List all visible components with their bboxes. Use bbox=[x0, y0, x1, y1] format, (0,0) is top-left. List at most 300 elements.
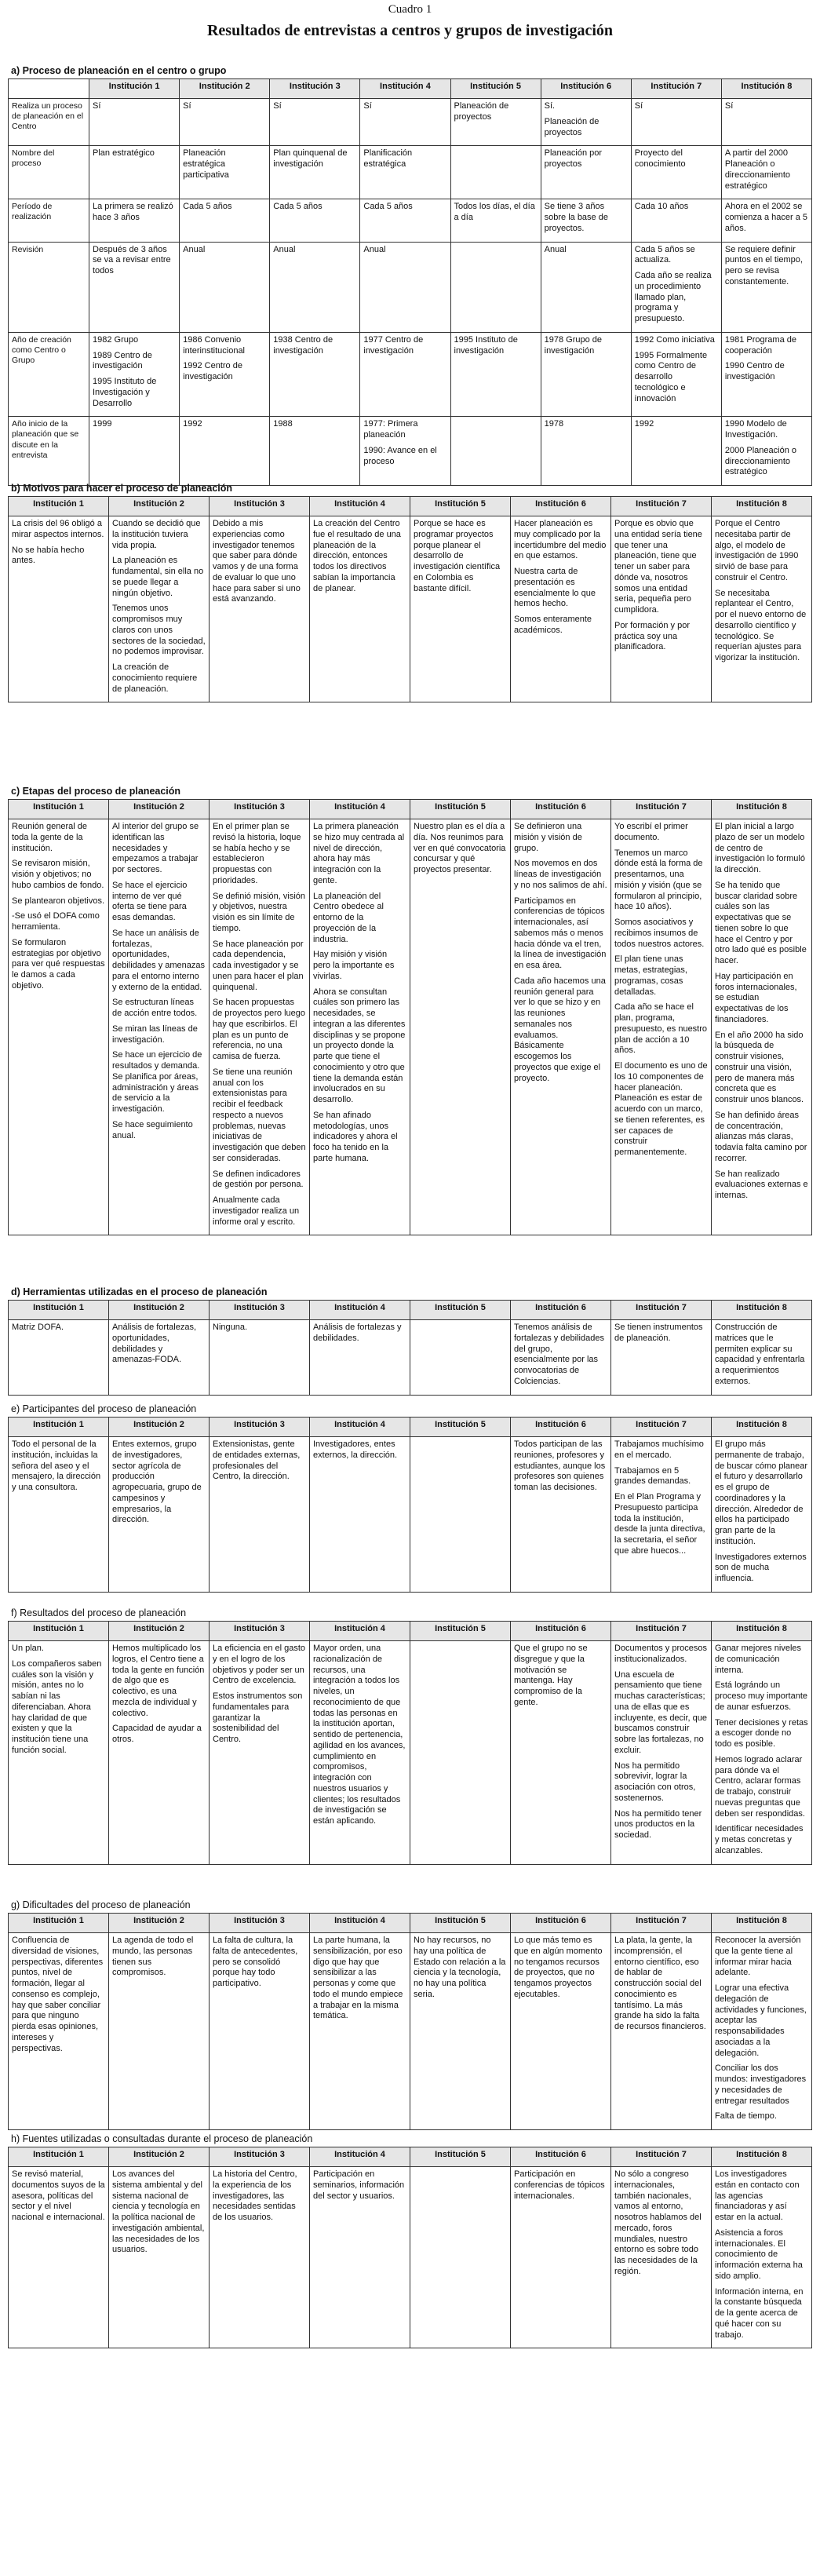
cell-paragraph: Falta de tiempo. bbox=[715, 2111, 777, 2122]
cell-paragraph: Una escuela de pensamiento que tiene muchas características; una de ellas que es incluyente, es decir, que buscamos construir sobre las fortalezas, no excluir. bbox=[614, 1669, 708, 1755]
table-cell bbox=[541, 199, 631, 242]
column-header: Institución 6 bbox=[511, 1418, 611, 1437]
participants-table bbox=[8, 1417, 812, 1593]
cell-paragraph: Cada 5 años se actualiza. bbox=[634, 244, 695, 265]
table-cell bbox=[721, 332, 811, 417]
column-header: Institución 4 bbox=[310, 800, 410, 819]
column-header: Institución 3 bbox=[270, 79, 360, 99]
cell-paragraph: Se necesitaba replantear el Centro, por el nuevo entorno de desarrollo científico y tecnológico. Se requerían ajustes para vigorizar la institución. bbox=[715, 588, 807, 662]
table-cell bbox=[611, 1320, 712, 1396]
cell-paragraph: Somos asociativos y recibimos insumos de todos nuestros actores. bbox=[614, 918, 705, 949]
column-header: Institución 5 bbox=[410, 2147, 511, 2167]
table-row bbox=[9, 1320, 812, 1396]
cell-paragraph: Ahora en el 2002 se comienza a hacer a 5 años. bbox=[724, 202, 808, 233]
cell-paragraph: 1992 bbox=[634, 419, 654, 429]
cell-paragraph: Está lográndo un proceso muy importante de aunar esfuerzos. bbox=[715, 1680, 807, 1712]
table-cell bbox=[9, 516, 109, 702]
section-e bbox=[8, 1401, 812, 1599]
table-cell bbox=[631, 332, 721, 417]
cell-paragraph: Trabajamos en 5 grandes demandas. bbox=[614, 1465, 691, 1487]
cell-paragraph: En el primer plan se revisó la historia, loque se había hecho y se establecieron propuestas con prioridades. bbox=[213, 822, 301, 885]
table-cell bbox=[210, 1933, 310, 2130]
table-cell bbox=[712, 819, 812, 1235]
column-header: Institución 6 bbox=[511, 1914, 611, 1933]
cell-paragraph: La crisis del 96 obligó a mirar aspectos internos. bbox=[12, 519, 104, 539]
cell-paragraph: Análisis de fortalezas, oportunidades, debilidades y amenazas-FODA. bbox=[112, 1323, 196, 1365]
header-row bbox=[9, 1301, 812, 1320]
table-row bbox=[9, 516, 812, 702]
cell-paragraph: 1989 Centro de investigación bbox=[93, 350, 152, 371]
table-row bbox=[9, 199, 812, 242]
table-cell bbox=[410, 516, 511, 702]
table-cell bbox=[511, 1437, 611, 1593]
cell-paragraph: Nos ha permitido tener unos productos en la sociedad. bbox=[614, 1808, 702, 1840]
column-header: Institución 4 bbox=[310, 1914, 410, 1933]
cell-paragraph: Tenemos un marco dónde está la forma de presentarnos, una misión y visión (que se formularon al principio, hace 10 años). bbox=[614, 848, 703, 912]
table-cell bbox=[210, 2167, 310, 2348]
cell-paragraph: Yo escribí el primer documento. bbox=[614, 822, 688, 842]
column-header: Institución 8 bbox=[721, 79, 811, 99]
cell-paragraph: Un plan. bbox=[12, 1644, 44, 1653]
cell-paragraph: Se plantearon objetivos. bbox=[12, 896, 105, 906]
table-cell bbox=[410, 819, 511, 1235]
cell-paragraph: Mayor orden, una racionalización de recursos, una integración a todos los niveles, un reconocimiento de que todas las personas en la institución aportan, sentido de pertenencia, agilidad en los avances, cumplimiento en compromisos, integración con nuestros usuarios y clientes; los resultados de investigación se están aplicando. bbox=[313, 1644, 406, 1826]
cell-paragraph: Se ha tenido que buscar claridad sobre cuáles son las expectativas que se tienen sobre lo que hace el Centro y por otro lado qué es posible hacer. bbox=[715, 880, 807, 965]
column-header: Institución 1 bbox=[9, 1622, 109, 1641]
cell-paragraph: Tener decisiones y retas a escoger donde no todo es posible. bbox=[715, 1717, 808, 1749]
column-header: Institución 6 bbox=[511, 2147, 611, 2167]
column-header: Institución 5 bbox=[410, 800, 511, 819]
column-header: Institución 1 bbox=[9, 1301, 109, 1320]
cell-paragraph: Se definió misión, visión y objetivos, nuestra visión es sin límite de tiempo. bbox=[213, 891, 306, 933]
table-cell bbox=[180, 99, 270, 146]
table-cell bbox=[611, 819, 712, 1235]
cell-paragraph: Sí. bbox=[544, 101, 556, 111]
section-d bbox=[8, 1284, 812, 1391]
cell-paragraph: Porque se hace es programar proyectos porque planear el desarrollo de investigación científica en Colombia es bastante difícil. bbox=[414, 519, 501, 593]
motives-table bbox=[8, 496, 812, 702]
cell-paragraph: Se hacen propuestas de proyectos pero luego hay que escribirlos. El plan es un punto de referencia, no una camisa de fuerza. bbox=[213, 998, 306, 1061]
table-cell bbox=[9, 819, 109, 1235]
column-header: Institución 2 bbox=[109, 497, 210, 516]
column-header: Institución 5 bbox=[410, 1914, 511, 1933]
cell-paragraph: Se hace un análisis de fortalezas, oportunidades, debilidades y amenazas para el entorno interno y externo de la entidad. bbox=[112, 928, 206, 992]
table-row bbox=[9, 332, 812, 417]
header-row bbox=[9, 1622, 812, 1641]
table-row bbox=[9, 146, 812, 199]
column-header: Institución 5 bbox=[450, 79, 541, 99]
table-cell bbox=[210, 516, 310, 702]
column-header: Institución 4 bbox=[310, 1622, 410, 1641]
section-h bbox=[8, 2131, 812, 2571]
table-cell bbox=[310, 1320, 410, 1396]
section-e-title: e) Participantes del proceso de planeación bbox=[11, 1403, 197, 1414]
column-header: Institución 5 bbox=[410, 497, 511, 516]
table-cell bbox=[270, 146, 360, 199]
column-header: Institución 3 bbox=[210, 1301, 310, 1320]
column-header: Institución 6 bbox=[511, 1301, 611, 1320]
cell-paragraph: Se tienen instrumentos de planeación. bbox=[614, 1323, 703, 1343]
column-header: Institución 8 bbox=[712, 800, 812, 819]
cell-paragraph: Matriz DOFA. bbox=[12, 1323, 64, 1332]
table-cell bbox=[712, 1641, 812, 1865]
table-cell bbox=[89, 417, 180, 486]
cell-paragraph: Sí bbox=[363, 101, 372, 111]
header-row bbox=[9, 800, 812, 819]
table-row bbox=[9, 819, 812, 1235]
cell-paragraph: Se tiene una reunión anual con los extensionistas para recibir el feedback respecto a nuevos problemas, nuevas iniciativas de investigación que deben ser consideradas. bbox=[213, 1067, 306, 1163]
cell-paragraph: Cada 5 años bbox=[273, 202, 323, 212]
header-row bbox=[9, 1914, 812, 1933]
header-corner bbox=[9, 79, 89, 99]
cell-paragraph: Los avances del sistema ambiental y del sistema nacional de ciencia y tecnología en la política nacional de investigación ambiental, las necesidades de los usuarios. bbox=[112, 2169, 205, 2255]
cell-paragraph: Sí bbox=[634, 101, 643, 111]
cell-paragraph: Planeación de proyectos bbox=[544, 116, 600, 137]
cell-paragraph: 1977: Primera planeación bbox=[363, 419, 418, 440]
column-header: Institución 8 bbox=[712, 2147, 812, 2167]
cell-paragraph: Que el grupo no se disgregue y que la motivación se mantenga. Hay compromiso de la gente. bbox=[514, 1644, 588, 1707]
cell-paragraph: Planificación estratégica bbox=[363, 148, 413, 169]
cell-paragraph: 1995 Instituto de Investigación y Desarrollo bbox=[93, 377, 157, 408]
table-cell bbox=[511, 1320, 611, 1396]
cell-paragraph: Anual bbox=[273, 244, 296, 254]
table-cell bbox=[541, 146, 631, 199]
cell-paragraph: Entes externos, grupo de investigadores, sector agrícola de producción agropecuaria, grupo de campesinos y empresarios, la dirección. bbox=[112, 1439, 202, 1525]
column-header: Institución 5 bbox=[410, 1622, 511, 1641]
cell-paragraph: Se hace el ejercicio interno de ver qué oferta se tiene para esas demandas. bbox=[112, 880, 188, 922]
section-g-title: g) Dificultades del proceso de planeación bbox=[11, 1899, 191, 1910]
cell-paragraph: La falta de cultura, la falta de antecedentes, pero se consolidó porque hay todo participativo. bbox=[213, 1936, 298, 1988]
cell-paragraph: Sí bbox=[273, 101, 282, 111]
table-cell bbox=[89, 199, 180, 242]
cell-paragraph: Asistencia a foros internacionales. El conocimiento de información externa ha sido amplio. bbox=[715, 2228, 803, 2281]
cell-paragraph: Conciliar los dos mundos: investigadores y necesidades de entregar resultados bbox=[715, 2063, 807, 2106]
cell-paragraph: Sí bbox=[93, 101, 101, 111]
column-header: Institución 3 bbox=[210, 2147, 310, 2167]
table-cell bbox=[721, 417, 811, 486]
cell-paragraph: Somos enteramente académicos. bbox=[514, 615, 592, 635]
table-cell bbox=[712, 516, 812, 702]
cell-paragraph: Confluencia de diversidad de visiones, perspectivas, diferentes puntos, nivel de formación, llegar al consenso es complejo, hay que saber conciliar para que ninguno pierda esas opiniones, intereses y perspectivas. bbox=[12, 1936, 104, 2053]
table-cell bbox=[450, 146, 541, 199]
cell-paragraph: Anualmente cada investigador realiza un informe oral y escrito. bbox=[213, 1195, 300, 1227]
cell-paragraph: Se hace un ejercicio de resultados y demanda. Se planifica por áreas, administración y áreas de servicio a la investigación. bbox=[112, 1050, 202, 1114]
column-header: Institución 3 bbox=[210, 1622, 310, 1641]
cell-paragraph: 1938 Centro de investigación bbox=[273, 334, 333, 356]
table-cell bbox=[541, 242, 631, 332]
cell-paragraph: Hay participación en foros internacionales, se estudian expectativas de los financiadores. bbox=[715, 971, 797, 1024]
cell-paragraph: La agenda de todo el mundo, las personas tienen sus compromisos. bbox=[112, 1936, 194, 1978]
table-cell bbox=[9, 1933, 109, 2130]
cell-paragraph: Ganar mejores niveles de comunicación interna. bbox=[715, 1644, 802, 1675]
column-header: Institución 3 bbox=[210, 497, 310, 516]
row-label: Nombre del proceso bbox=[9, 146, 89, 199]
table-cell bbox=[180, 332, 270, 417]
column-header: Institución 6 bbox=[541, 79, 631, 99]
cell-paragraph: Tenemos análisis de fortalezas y debilidades del grupo, esencialmente por las convocatorias de Colciencias. bbox=[514, 1323, 604, 1386]
column-header: Institución 3 bbox=[210, 1418, 310, 1437]
table-cell bbox=[450, 242, 541, 332]
table-cell bbox=[360, 332, 450, 417]
column-header: Institución 7 bbox=[611, 497, 712, 516]
cell-paragraph: Cada año hacemos una reunión general para ver lo que se hizo y en las reuniones semanales nos evaluamos. Básicamente escogemos los proyectos que exige el proyecto. bbox=[514, 976, 606, 1083]
column-header: Institución 8 bbox=[712, 1301, 812, 1320]
table-cell bbox=[210, 1437, 310, 1593]
column-header: Institución 5 bbox=[410, 1418, 511, 1437]
column-header: Institución 1 bbox=[9, 1418, 109, 1437]
cell-paragraph: 1992 Centro de investigación bbox=[183, 361, 242, 381]
results-table bbox=[8, 1621, 812, 1865]
cell-paragraph: Ahora se consultan cuáles son primero las necesidades, se integran a las diferentes disciplinas y se propone un proyecto donde la parte que tiene el conocimiento y otro que tiene la demanda están involucrados en su desarrollo. bbox=[313, 987, 406, 1104]
column-header: Institución 2 bbox=[109, 800, 210, 819]
column-header: Institución 1 bbox=[9, 1914, 109, 1933]
cell-paragraph: Participamos en conferencias de tópicos internacionales, así sabemos más o menos hacia dónde va el tren, la línea de investigación en esa área. bbox=[514, 896, 607, 970]
section-c-title: c) Etapas del proceso de planeación bbox=[11, 786, 181, 797]
difficulties-table bbox=[8, 1913, 812, 2130]
cell-paragraph: La historia del Centro, la experiencia de los investigadores, las necesidades sentidas de los usuarios. bbox=[213, 2169, 297, 2222]
table-cell bbox=[9, 1437, 109, 1593]
column-header: Institución 3 bbox=[210, 800, 310, 819]
table-cell bbox=[310, 1933, 410, 2130]
cell-paragraph: -Se usó el DOFA como herramienta. bbox=[12, 911, 100, 932]
cell-paragraph: Se tiene 3 años sobre la base de proyectos. bbox=[544, 202, 608, 233]
cell-paragraph: Planeación de proyectos bbox=[454, 101, 509, 122]
cell-paragraph: La primera planeación se hizo muy centrada al nivel de dirección, ahora hay más integración con la gente. bbox=[313, 822, 405, 885]
column-header: Institución 7 bbox=[611, 800, 712, 819]
cell-paragraph: El documento es uno de los 10 componentes de hacer planeación. Planeación es estar de acuerdo con un marco, se tienen referentes, es ser capaces de construir permanentemente. bbox=[614, 1061, 708, 1157]
stages-table bbox=[8, 799, 812, 1235]
cell-paragraph: El plan inicial a largo plazo de ser un modelo de centro de investigación lo formuló la dirección. bbox=[715, 822, 805, 874]
cell-paragraph: Se formularon estrategias por objetivo para ver qué respuestas le damos a cada objetivo. bbox=[12, 937, 105, 991]
table-cell bbox=[450, 417, 541, 486]
table-cell bbox=[270, 332, 360, 417]
cell-paragraph: Análisis de fortalezas y debilidades. bbox=[313, 1323, 402, 1343]
cell-paragraph: 2000 Planeación o direccionamiento estratégico bbox=[724, 445, 797, 477]
column-header: Institución 7 bbox=[611, 1418, 712, 1437]
column-header: Institución 2 bbox=[109, 1914, 210, 1933]
table-cell bbox=[631, 99, 721, 146]
header-row bbox=[9, 497, 812, 516]
cell-paragraph: No se había hecho antes. bbox=[12, 545, 85, 566]
cell-paragraph: La parte humana, la sensibilización, por eso digo que hay que sensibilizar a las personas y come que todo el mundo empiece a trabajar en la misma temática. bbox=[313, 1936, 403, 2021]
cell-paragraph: Hacer planeación es muy complicado por la incertidumbre del medio en que estamos. bbox=[514, 519, 607, 561]
cell-paragraph: Reconocer la aversión que la gente tiene al informar mirar hacia adelante. bbox=[715, 1936, 801, 1978]
cell-paragraph: La plata, la gente, la incomprensión, el entorno científico, eso de hablar de construcción social del conocimiento es tantísimo. La más grande ha sido la falta de recursos financieros. bbox=[614, 1936, 706, 2031]
table-row bbox=[9, 1933, 812, 2130]
header-row bbox=[9, 2147, 812, 2167]
cell-paragraph: 1992 Como iniciativa bbox=[634, 334, 715, 345]
cell-paragraph: Nuestro plan es el día a día. Nos reunimos para ver en qué convocatoria concursar y qué proyectos presentar. bbox=[414, 822, 506, 874]
table-cell bbox=[310, 2167, 410, 2348]
cell-paragraph: Los compañeros saben cuáles son la visión y misión, antes no lo sabían ni las diferenciaban. Ahora hay claridad de que existen y que la institución tiene una función social. bbox=[12, 1658, 102, 1755]
table-cell bbox=[360, 199, 450, 242]
table-cell bbox=[180, 417, 270, 486]
table-cell bbox=[310, 516, 410, 702]
cell-paragraph: Investigadores, entes externos, la dirección. bbox=[313, 1439, 397, 1460]
column-header: Institución 4 bbox=[310, 1301, 410, 1320]
cell-paragraph: Los investigadores están en contacto con las agencias financiadoras y así estar en la actual. bbox=[715, 2169, 800, 2222]
cell-paragraph: Al interior del grupo se identifican las necesidades y empezamos a trabajar por sectores. bbox=[112, 822, 199, 874]
row-label: Período de realización bbox=[9, 199, 89, 242]
cell-paragraph: 1982 Grupo bbox=[93, 334, 139, 345]
section-f-title: f) Resultados del proceso de planeación bbox=[11, 1607, 187, 1618]
cell-paragraph: Se definen indicadores de gestión por persona. bbox=[213, 1169, 304, 1190]
table-cell bbox=[9, 1641, 109, 1865]
cell-paragraph: Anual bbox=[183, 244, 206, 254]
cell-paragraph: No hay recursos, no hay una política de Estado con relación a la ciencia y la tecnología, no hay una política seria. bbox=[414, 1936, 506, 1999]
table-cell bbox=[109, 1933, 210, 2130]
cell-paragraph: La planeación del Centro obedece al entorno de la proyección de la industria. bbox=[313, 891, 384, 944]
document-title: Resultados de entrevistas a centros y grupos de investigación bbox=[206, 22, 614, 39]
column-header: Institución 6 bbox=[511, 497, 611, 516]
cell-paragraph: Se hace planeación por cada dependencia, cada investigador y se unen para hacer el plan quinquenal. bbox=[213, 939, 304, 992]
cell-paragraph: Trabajamos muchísimo en el mercado. bbox=[614, 1439, 704, 1460]
table-cell bbox=[541, 99, 631, 146]
table-cell bbox=[410, 1437, 511, 1593]
cell-paragraph: Plan estratégico bbox=[93, 148, 155, 159]
table-cell bbox=[210, 1641, 310, 1865]
table-cell bbox=[511, 1933, 611, 2130]
column-header: Institución 7 bbox=[611, 2147, 712, 2167]
cell-paragraph: Porque es obvio que una entidad sería tiene que tener una planeación, tiene que tener un saber para dónde va, nosotros somos una entidad seria, pequeña pero cumplidora. bbox=[614, 519, 702, 615]
cell-paragraph: Se estructuran líneas de acción entre todos. bbox=[112, 998, 198, 1018]
section-h-title: h) Fuentes utilizadas o consultadas durante el proceso de planeación bbox=[11, 2133, 313, 2144]
column-header: Institución 7 bbox=[611, 1914, 712, 1933]
cell-paragraph: El plan tiene unas metas, estrategias, programas, cosas detalladas. bbox=[614, 954, 687, 997]
cell-paragraph: Cada año se realiza un procedimiento llamado plan, programa y presupuesto. bbox=[634, 271, 712, 323]
cell-paragraph: Cada 5 años bbox=[183, 202, 232, 212]
table-cell bbox=[270, 199, 360, 242]
cell-paragraph: Nos ha permitido sobrevivir, lograr la asociación con otros, sostenernos. bbox=[614, 1761, 696, 1803]
column-header: Institución 8 bbox=[712, 1622, 812, 1641]
cell-paragraph: Cada 10 años bbox=[634, 202, 689, 212]
section-d-title: d) Herramientas utilizadas en el proceso de planeación bbox=[11, 1286, 268, 1297]
cell-paragraph: Nos movemos en dos líneas de investigación y no nos salimos de ahí. bbox=[514, 859, 607, 890]
column-header: Institución 4 bbox=[310, 497, 410, 516]
table-row bbox=[9, 1641, 812, 1865]
cell-paragraph: La creación de conocimiento requiere de planeación. bbox=[112, 662, 198, 694]
cell-paragraph: Lograr una efectiva delegación de actividades y funciones, aceptar las responsabilidades asociadas a la delegación. bbox=[715, 1983, 807, 2058]
table-cell bbox=[541, 332, 631, 417]
cell-paragraph: 1992 bbox=[183, 419, 202, 429]
cell-paragraph: Capacidad de ayudar a otros. bbox=[112, 1724, 202, 1744]
cell-paragraph: Información interna, en la constante búsqueda de la gente acerca de qué hacer con su trabajo. bbox=[715, 2286, 804, 2340]
cell-paragraph: 1999 bbox=[93, 419, 112, 429]
table-cell bbox=[511, 1641, 611, 1865]
table-cell bbox=[611, 516, 712, 702]
cell-paragraph: Lo que más temo es que en algún momento no tengamos recursos de proyectos, que no tengamos proyectos ejecutables. bbox=[514, 1936, 603, 1999]
column-header: Institución 6 bbox=[511, 800, 611, 819]
column-header: Institución 4 bbox=[310, 1418, 410, 1437]
table-row bbox=[9, 242, 812, 332]
cell-paragraph: Se han realizado evaluaciones externas e internas. bbox=[715, 1169, 808, 1200]
cell-paragraph: Se han definido áreas de concentración, alianzas más claras, todavía falta camino por recorrer. bbox=[715, 1110, 807, 1163]
table-cell bbox=[721, 99, 811, 146]
table-cell bbox=[511, 516, 611, 702]
column-header: Institución 2 bbox=[109, 1622, 210, 1641]
cell-paragraph: Se hace seguimiento anual. bbox=[112, 1119, 193, 1140]
row-label: Año inicio de la planeación que se discute en la entrevista bbox=[9, 417, 89, 486]
section-a-body bbox=[9, 99, 812, 486]
cell-paragraph: Proyecto del conocimiento bbox=[634, 148, 686, 169]
cell-paragraph: La primera se realizó hace 3 años bbox=[93, 202, 173, 222]
table-cell bbox=[270, 99, 360, 146]
table-cell bbox=[721, 146, 811, 199]
column-header: Institución 6 bbox=[511, 1622, 611, 1641]
column-header: Institución 2 bbox=[180, 79, 270, 99]
table-row bbox=[9, 417, 812, 486]
cell-paragraph: Todos participan de las reuniones, profesores y estudiantes, aunque los profesores son quienes toman las decisiones. bbox=[514, 1439, 606, 1492]
cell-paragraph: Se definieron una misión y visión de grupo. bbox=[514, 822, 582, 853]
cell-paragraph: Plan quinquenal de investigación bbox=[273, 148, 348, 169]
cell-paragraph: Documentos y procesos institucionalizados. bbox=[614, 1644, 707, 1664]
table-cell bbox=[450, 199, 541, 242]
row-label: Año de creación como Centro o Grupo bbox=[9, 332, 89, 417]
table-cell bbox=[109, 819, 210, 1235]
cell-paragraph: Cada año se hace el plan, programa, presupuesto, es nuestro plan de acción a 10 años. bbox=[614, 1002, 708, 1056]
cell-paragraph: Sí bbox=[183, 101, 191, 111]
table-row bbox=[9, 99, 812, 146]
table-cell bbox=[270, 242, 360, 332]
cell-paragraph: La creación del Centro fue el resultado de una planeación de la dirección, entonces todos los directivos sabían la importancia de planear. bbox=[313, 519, 401, 593]
table-cell bbox=[270, 417, 360, 486]
cell-paragraph: Hemos multiplicado los logros, el Centro tiene a toda la gente en función de algo que es colectivo, es una mezcla de individual y colectivo. bbox=[112, 1644, 205, 1718]
column-header: Institución 1 bbox=[9, 497, 109, 516]
column-header: Institución 8 bbox=[712, 497, 812, 516]
cell-paragraph: En el año 2000 ha sido la búsqueda de construir visiones, construir una visión, pero de manera más concreta que es construir unos blancos. bbox=[715, 1030, 804, 1104]
table-cell bbox=[450, 99, 541, 146]
cell-paragraph: 1977 Centro de investigación bbox=[363, 334, 424, 356]
section-a-title: a) Proceso de planeación en el centro o grupo bbox=[11, 65, 227, 76]
table-cell bbox=[360, 242, 450, 332]
table-cell bbox=[9, 2167, 109, 2348]
table-cell bbox=[712, 1320, 812, 1396]
cell-paragraph: Se revisaron misión, visión y objetivos; no hubo cambios de fondo. bbox=[12, 859, 104, 890]
table-cell bbox=[611, 2167, 712, 2348]
cell-paragraph: 1986 Convenio interinstitucional bbox=[183, 334, 245, 356]
cell-paragraph: Tenemos unos compromisos muy claros con unos sectores de la sociedad, no podemos improvisar. bbox=[112, 604, 206, 657]
cell-paragraph: Planeación por proyectos bbox=[544, 148, 603, 169]
table-cell bbox=[450, 332, 541, 417]
cell-paragraph: 1990 Centro de investigación bbox=[724, 361, 785, 381]
cell-paragraph: Debido a mis experiencias como investigador tenemos que saber para dónde vamos y de una forma de evaluar lo que uno hace para saber si uno está avanzando. bbox=[213, 519, 301, 604]
table-cell bbox=[410, 1933, 511, 2130]
table-cell bbox=[511, 2167, 611, 2348]
cell-paragraph: 1981 Programa de cooperación bbox=[724, 334, 796, 356]
cell-paragraph: No sólo a congreso internacionales, también nacionales, vamos al entorno, nosotros hablamos del mercado, foros mundiales, nuestro entorno es sobre todo las necesidades de la región. bbox=[614, 2169, 702, 2276]
cell-paragraph: A partir del 2000 Planeación o direccionamiento estratégico bbox=[724, 148, 791, 191]
cell-paragraph: La eficiencia en el gasto y en el logro de los objetivos y poder ser un Centro de excelencia. bbox=[213, 1644, 306, 1686]
cell-paragraph: 1988 bbox=[273, 419, 293, 429]
table-cell bbox=[89, 99, 180, 146]
table-cell bbox=[180, 242, 270, 332]
table-cell bbox=[410, 1320, 511, 1396]
cell-paragraph: Participación en conferencias de tópicos internacionales. bbox=[514, 2169, 605, 2201]
table-cell bbox=[712, 1437, 812, 1593]
table-cell bbox=[360, 146, 450, 199]
tools-table bbox=[8, 1300, 812, 1396]
cell-paragraph: 1978 bbox=[544, 419, 564, 429]
table-cell bbox=[541, 417, 631, 486]
table-cell bbox=[89, 332, 180, 417]
cell-paragraph: Se miran las líneas de investigación. bbox=[112, 1023, 198, 1045]
table-cell bbox=[109, 1320, 210, 1396]
table-caption: Cuadro 1 bbox=[388, 3, 432, 16]
cell-paragraph: Hay misión y visión pero la importante es vivirlas. bbox=[313, 950, 395, 981]
row-label: Realiza un proceso de planeación en el Centro bbox=[9, 99, 89, 146]
table-cell bbox=[410, 2167, 511, 2348]
section-a bbox=[8, 63, 812, 477]
